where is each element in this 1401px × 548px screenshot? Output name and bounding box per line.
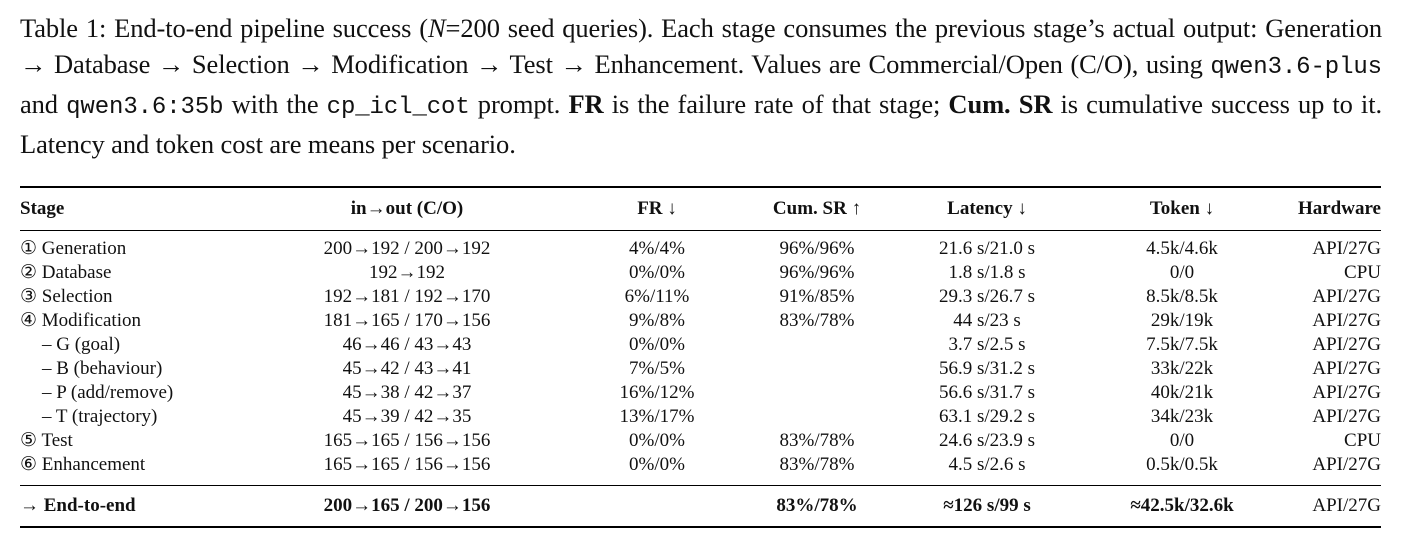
cell-token: 0.5k/0.5k bbox=[1146, 454, 1218, 475]
cell-token: 4.5k/4.6k bbox=[1146, 238, 1218, 259]
cell-token: 40k/21k bbox=[1150, 382, 1214, 403]
table-subrow bbox=[20, 381, 1381, 405]
cell-fr: 16%/12% bbox=[619, 382, 695, 403]
total-token: ≈42.5k/32.6k bbox=[1077, 486, 1287, 528]
cell-fr: 9%/8% bbox=[629, 310, 685, 331]
header-stage: Stage bbox=[20, 187, 237, 231]
header-fr: FR ↓ bbox=[577, 187, 737, 231]
cell-latency: 56.9 s/31.2 s bbox=[938, 358, 1036, 379]
cell-cum-sr bbox=[737, 333, 897, 357]
cell-cum-sr: 83%/78% bbox=[779, 310, 855, 331]
cell-cum-sr bbox=[737, 405, 897, 429]
cell-cum-sr: 83%/78% bbox=[779, 454, 855, 475]
total-cum-sr: 83%/78% bbox=[737, 486, 897, 528]
cell-cum-sr: 91%/85% bbox=[779, 286, 855, 307]
cell-io: 181→165 / 170→156 bbox=[323, 310, 491, 331]
cell-io: 45→39 / 42→35 bbox=[342, 406, 472, 427]
table-row bbox=[20, 261, 1381, 285]
cell-latency: 4.5 s/2.6 s bbox=[948, 454, 1026, 475]
cell-stage: ② Database bbox=[20, 262, 112, 283]
table-row bbox=[20, 231, 1381, 262]
cell-latency: 21.6 s/21.0 s bbox=[938, 238, 1036, 259]
table-subrow bbox=[20, 405, 1381, 429]
cell-token: 0/0 bbox=[1169, 262, 1195, 283]
total-io: 200→165 / 200→156 bbox=[237, 486, 577, 528]
cell-token: 29k/19k bbox=[1150, 310, 1214, 331]
table-row bbox=[20, 429, 1381, 453]
cell-stage: ⑤ Test bbox=[20, 430, 73, 451]
table-row bbox=[20, 453, 1381, 486]
cell-fr: 6%/11% bbox=[624, 286, 690, 307]
cell-hardware: CPU bbox=[1344, 262, 1381, 283]
total-fr bbox=[577, 486, 737, 528]
prompt-name: cp_icl_cot bbox=[326, 94, 470, 121]
cell-hardware: CPU bbox=[1344, 430, 1381, 451]
cell-latency: 24.6 s/23.9 s bbox=[938, 430, 1036, 451]
cell-stage: – G (goal) bbox=[42, 334, 121, 355]
cell-io: 192→181 / 192→170 bbox=[323, 286, 491, 307]
cell-hardware: API/27G bbox=[1312, 382, 1381, 403]
total-latency: ≈126 s/99 s bbox=[897, 486, 1077, 528]
model-commercial: qwen3.6-plus bbox=[1210, 54, 1382, 81]
cell-latency: 1.8 s/1.8 s bbox=[948, 262, 1026, 283]
header-io: in→out (C/O) bbox=[237, 187, 577, 231]
cell-io: 45→42 / 43→41 bbox=[342, 358, 472, 379]
cell-cum-sr: 96%/96% bbox=[779, 238, 855, 259]
cell-fr: 13%/17% bbox=[619, 406, 695, 427]
table-subrow bbox=[20, 357, 1381, 381]
cell-cum-sr bbox=[737, 381, 897, 405]
cell-stage: – P (add/remove) bbox=[42, 382, 174, 403]
cell-cum-sr bbox=[737, 357, 897, 381]
cell-cum-sr: 96%/96% bbox=[779, 262, 855, 283]
cell-latency: 29.3 s/26.7 s bbox=[938, 286, 1036, 307]
cell-hardware: API/27G bbox=[1312, 238, 1381, 259]
cell-latency: 63.1 s/29.2 s bbox=[938, 406, 1036, 427]
cell-stage: – T (trajectory) bbox=[42, 406, 158, 427]
table-row bbox=[20, 309, 1381, 333]
cell-io: 165→165 / 156→156 bbox=[323, 454, 491, 475]
cell-hardware: API/27G bbox=[1312, 358, 1381, 379]
cell-hardware: API/27G bbox=[1312, 406, 1381, 427]
table-caption: Table 1: End-to-end pipeline success (N=200 seed queries). Each stage consumes the previous stage’s actual output: Generation → Database → Selection → Modification → Test → Enhancement. Values are Commercial/Open (C/O), using qwen3.6-plus and qwen3.6:35b with the cp_icl_cot prompt. FR is the failure rate of that stage; Cum. SR is cumulative success up to it. Latency and token cost are means per scenario. bbox=[20, 13, 1382, 159]
cell-io: 165→165 / 156→156 bbox=[323, 430, 491, 451]
cell-token: 34k/23k bbox=[1150, 406, 1214, 427]
cell-latency: 3.7 s/2.5 s bbox=[948, 334, 1026, 355]
cell-latency: 56.6 s/31.7 s bbox=[938, 382, 1036, 403]
cell-cum-sr: 83%/78% bbox=[779, 430, 855, 451]
cell-hardware: API/27G bbox=[1312, 334, 1381, 355]
cell-fr: 0%/0% bbox=[629, 454, 685, 475]
cum-sr-term: Cum. SR bbox=[948, 89, 1053, 119]
cell-stage: – B (behaviour) bbox=[42, 358, 163, 379]
cell-fr: 0%/0% bbox=[629, 262, 685, 283]
cell-io: 192→192 bbox=[369, 262, 445, 283]
cell-token: 0/0 bbox=[1169, 430, 1195, 451]
cell-token: 33k/22k bbox=[1150, 358, 1214, 379]
table-total-row bbox=[20, 486, 1381, 528]
cell-token: 8.5k/8.5k bbox=[1146, 286, 1218, 307]
pipeline-table bbox=[20, 186, 1381, 528]
total-hardware: API/27G bbox=[1287, 486, 1381, 528]
total-stage: → End-to-end bbox=[20, 486, 237, 528]
table-row bbox=[20, 285, 1381, 309]
cell-stage: ⑥ Enhancement bbox=[20, 454, 146, 475]
cell-fr: 0%/0% bbox=[629, 334, 685, 355]
cell-stage: ④ Modification bbox=[20, 310, 141, 331]
header-token: Token ↓ bbox=[1077, 187, 1287, 231]
n-symbol: N bbox=[427, 13, 446, 43]
cell-latency: 44 s/23 s bbox=[953, 310, 1021, 331]
cell-hardware: API/27G bbox=[1312, 286, 1381, 307]
cell-fr: 7%/5% bbox=[629, 358, 685, 379]
header-hardware: Hardware bbox=[1287, 187, 1381, 231]
cell-fr: 4%/4% bbox=[629, 238, 685, 259]
fr-term: FR bbox=[568, 89, 604, 119]
header-cum-sr: Cum. SR ↑ bbox=[737, 187, 897, 231]
cell-io: 45→38 / 42→37 bbox=[342, 382, 472, 403]
cell-hardware: API/27G bbox=[1312, 454, 1381, 475]
header-latency: Latency ↓ bbox=[897, 187, 1077, 231]
cell-fr: 0%/0% bbox=[629, 430, 685, 451]
cell-io: 46→46 / 43→43 bbox=[342, 334, 472, 355]
cell-stage: ③ Selection bbox=[20, 286, 113, 307]
cell-hardware: API/27G bbox=[1312, 310, 1381, 331]
caption-label: Table 1: bbox=[20, 13, 107, 43]
table-subrow bbox=[20, 333, 1381, 357]
table-header-row bbox=[20, 187, 1381, 231]
cell-io: 200→192 / 200→192 bbox=[323, 238, 491, 259]
model-open: qwen3.6:35b bbox=[66, 94, 224, 121]
cell-token: 7.5k/7.5k bbox=[1146, 334, 1218, 355]
cell-stage: ① Generation bbox=[20, 238, 127, 259]
